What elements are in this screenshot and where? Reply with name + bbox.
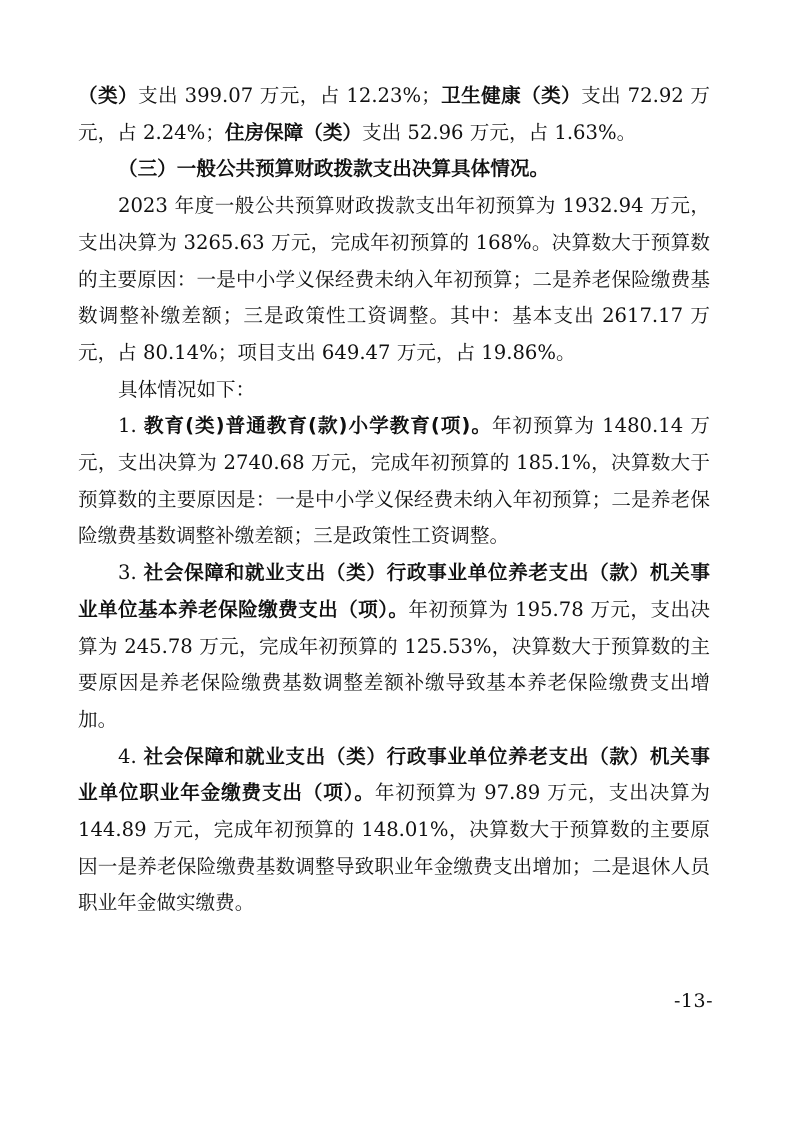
details-intro: 具体情况如下： bbox=[118, 377, 256, 401]
item-body: 年初预算为 195.78 万元，支出决算为 245.78 万元，完成年初预算的 125.53%，决算数大于预算数的主要原因是养老保险缴费基数调整差额补缴导致基本养老保险缴费支出增加。 bbox=[78, 597, 710, 731]
item-number: 1. bbox=[118, 414, 144, 438]
document-body bbox=[78, 78, 710, 922]
page-number: -13- bbox=[673, 990, 713, 1012]
item-paragraph-1 bbox=[78, 408, 710, 555]
item-paragraph-4 bbox=[78, 739, 710, 923]
item-paragraph-3 bbox=[78, 555, 710, 739]
intro-text-2: 支出 72.92 万元，占 2.24%； bbox=[78, 84, 710, 144]
intro-text-3: 支出 52.96 万元，占 1.63%。 bbox=[362, 120, 637, 144]
item-title: 社会保障和就业支出（类）行政事业单位养老支出（款）机关事业单位基本养老保险缴费支出（项）。 bbox=[78, 561, 710, 621]
intro-bold-1: （类） bbox=[78, 84, 138, 107]
section-heading: （三）一般公共预算财政拨款支出决算具体情况。 bbox=[118, 157, 550, 181]
item-number: 4. bbox=[118, 744, 144, 768]
item-body: 年初预算为 1480.14 万元，支出决算为 2740.68 万元，完成年初预算的 185.1%，决算数大于预算数的主要原因是：一是中小学义保经费未纳入年初预算；二是养老保险缴费基数调整补缴差额；三是政策性工资调整。 bbox=[78, 414, 710, 548]
item-body: 年初预算为 97.89 万元，支出决算为 144.89 万元，完成年初预算的 148.01%，决算数大于预算数的主要原因一是养老保险缴费基数调整导致职业年金缴费支出增加；二是退休人员职业年金做实缴费。 bbox=[78, 781, 710, 915]
summary-paragraph: 2023 年度一般公共预算财政拨款支出年初预算为 1932.94 万元，支出决算为 3265.63 万元，完成年初预算的 168%。决算数大于预算数的主要原因：一是中小学义保经费未纳入年初预算；二是养老保险缴费基数调整补缴差额；三是政策性工资调整。其中：基本支出 2617.17 万元，占 80.14%；项目支出 649.47 万元，占 19.86%。 bbox=[78, 194, 710, 364]
intro-paragraph bbox=[78, 78, 710, 151]
intro-bold-3: 住房保障（类） bbox=[224, 120, 363, 144]
item-title: 教育(类)普通教育(款)小学教育(项)。 bbox=[143, 414, 492, 438]
intro-bold-2: 卫生健康（类） bbox=[440, 84, 582, 107]
intro-text-1: 支出 399.07 万元，占 12.23%； bbox=[137, 84, 441, 107]
item-number: 3. bbox=[118, 561, 144, 585]
item-title: 社会保障和就业支出（类）行政事业单位养老支出（款）机关事业单位职业年金缴费支出（项）。 bbox=[78, 744, 710, 805]
